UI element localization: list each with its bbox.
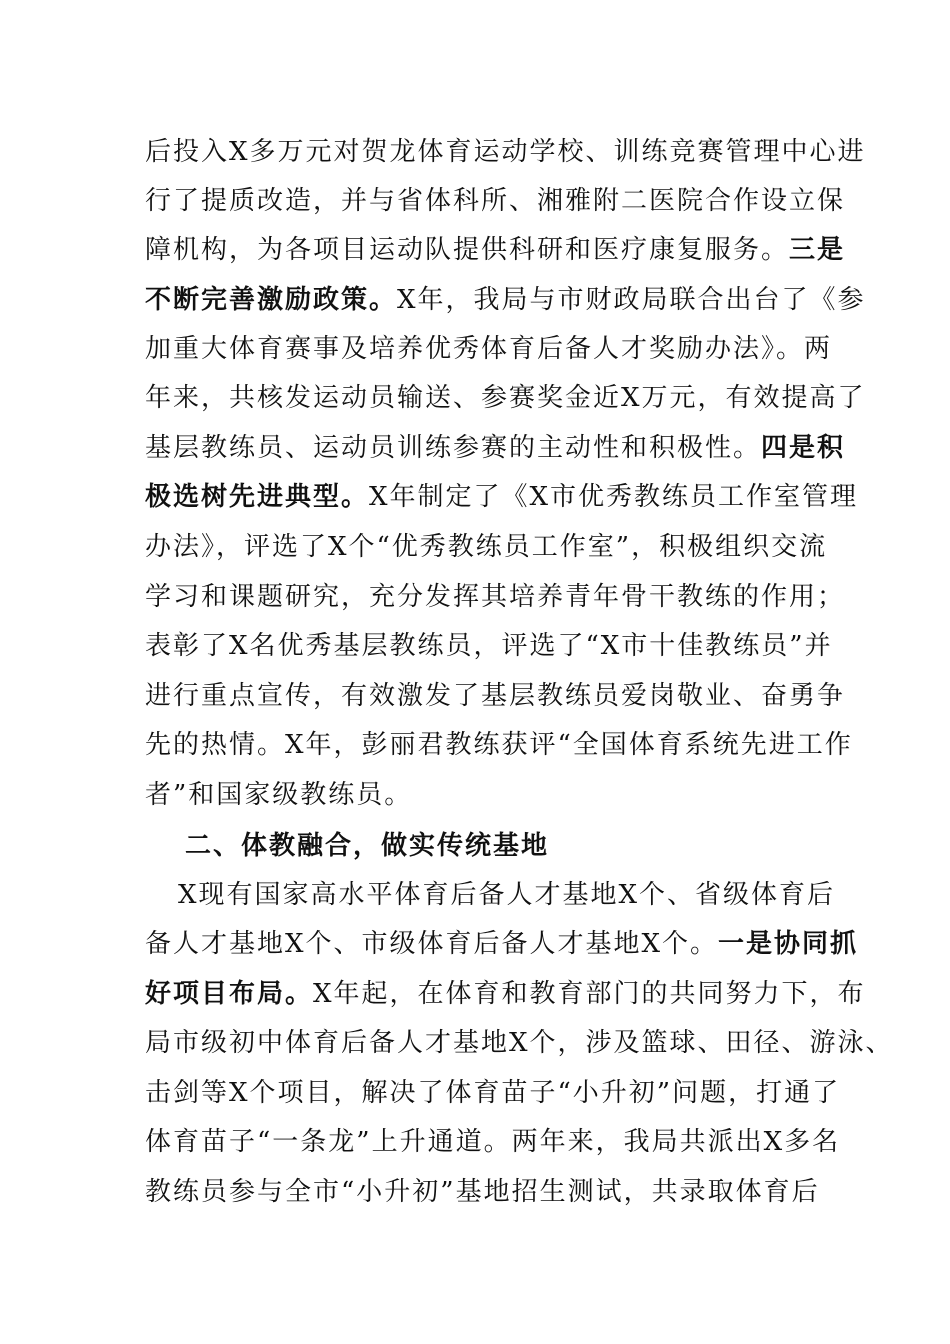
paragraph-line: 备人才基地X个、市级体育后备人才基地X个。一是协同抓	[145, 929, 859, 959]
paragraph-line: X现有国家高水平体育后备人才基地X个、省级体育后	[178, 880, 836, 910]
bold-lead: 极选树先进典型。	[145, 482, 370, 512]
paragraph-line: 不断完善激励政策。X年，我局与市财政局联合出台了《参	[145, 285, 866, 315]
bold-lead: 一是协同抓	[718, 929, 859, 959]
bold-lead: 三是	[789, 235, 846, 265]
paragraph-line: 学习和课题研究，充分发挥其培养青年骨干教练的作用；	[145, 582, 846, 612]
paragraph-line: 行了提质改造，并与省体科所、湘雅附二医院合作设立保	[145, 186, 846, 216]
paragraph-line: 年来，共核发运动员输送、参赛奖金近X万元，有效提高了	[145, 383, 866, 413]
paragraph-line: 办法》，评选了X个“优秀教练员工作室”，积极组织交流	[145, 532, 828, 562]
paragraph-line: 进行重点宣传，有效激发了基层教练员爱岗敬业、奋勇争	[145, 681, 846, 711]
paragraph-line: 体育苗子“一条龙”上升通道。两年来，我局共派出X多名	[145, 1127, 841, 1157]
paragraph-line: 障机构，为各项目运动队提供科研和医疗康复服务。三是	[145, 235, 846, 265]
paragraph-line: 局市级初中体育后备人才基地X个，涉及篮球、田径、游泳、	[145, 1028, 894, 1058]
bold-lead: 不断完善激励政策。	[145, 285, 398, 315]
paragraph-line: 极选树先进典型。X年制定了《X市优秀教练员工作室管理	[145, 482, 859, 512]
bold-lead: 好项目布局。	[145, 979, 314, 1009]
paragraph-line: 击剑等X个项目，解决了体育苗子“小升初”问题，打通了	[145, 1078, 841, 1108]
paragraph-line: 表彰了X名优秀基层教练员，评选了“X市十佳教练员”并	[145, 631, 833, 661]
paragraph-line: 基层教练员、运动员训练参赛的主动性和积极性。四是积	[145, 433, 846, 463]
paragraph-line: 教练员参与全市“小升初”基地招生测试，共录取体育后	[145, 1177, 820, 1207]
bold-lead: 四是积	[761, 433, 846, 463]
paragraph-line: 先的热情。X年，彭丽君教练获评“全国体育系统先进工作	[145, 730, 853, 760]
paragraph-line: 者”和国家级教练员。	[145, 780, 413, 810]
paragraph-line: 加重大体育赛事及培养优秀体育后备人才奖励办法》。两	[145, 334, 833, 364]
section-heading: 二、体教融合，做实传统基地	[185, 831, 550, 861]
paragraph-line: 好项目布局。X年起，在体育和教育部门的共同努力下，布	[145, 979, 866, 1009]
paragraph-line: 后投入X多万元对贺龙体育运动学校、训练竞赛管理中心进	[145, 137, 866, 167]
